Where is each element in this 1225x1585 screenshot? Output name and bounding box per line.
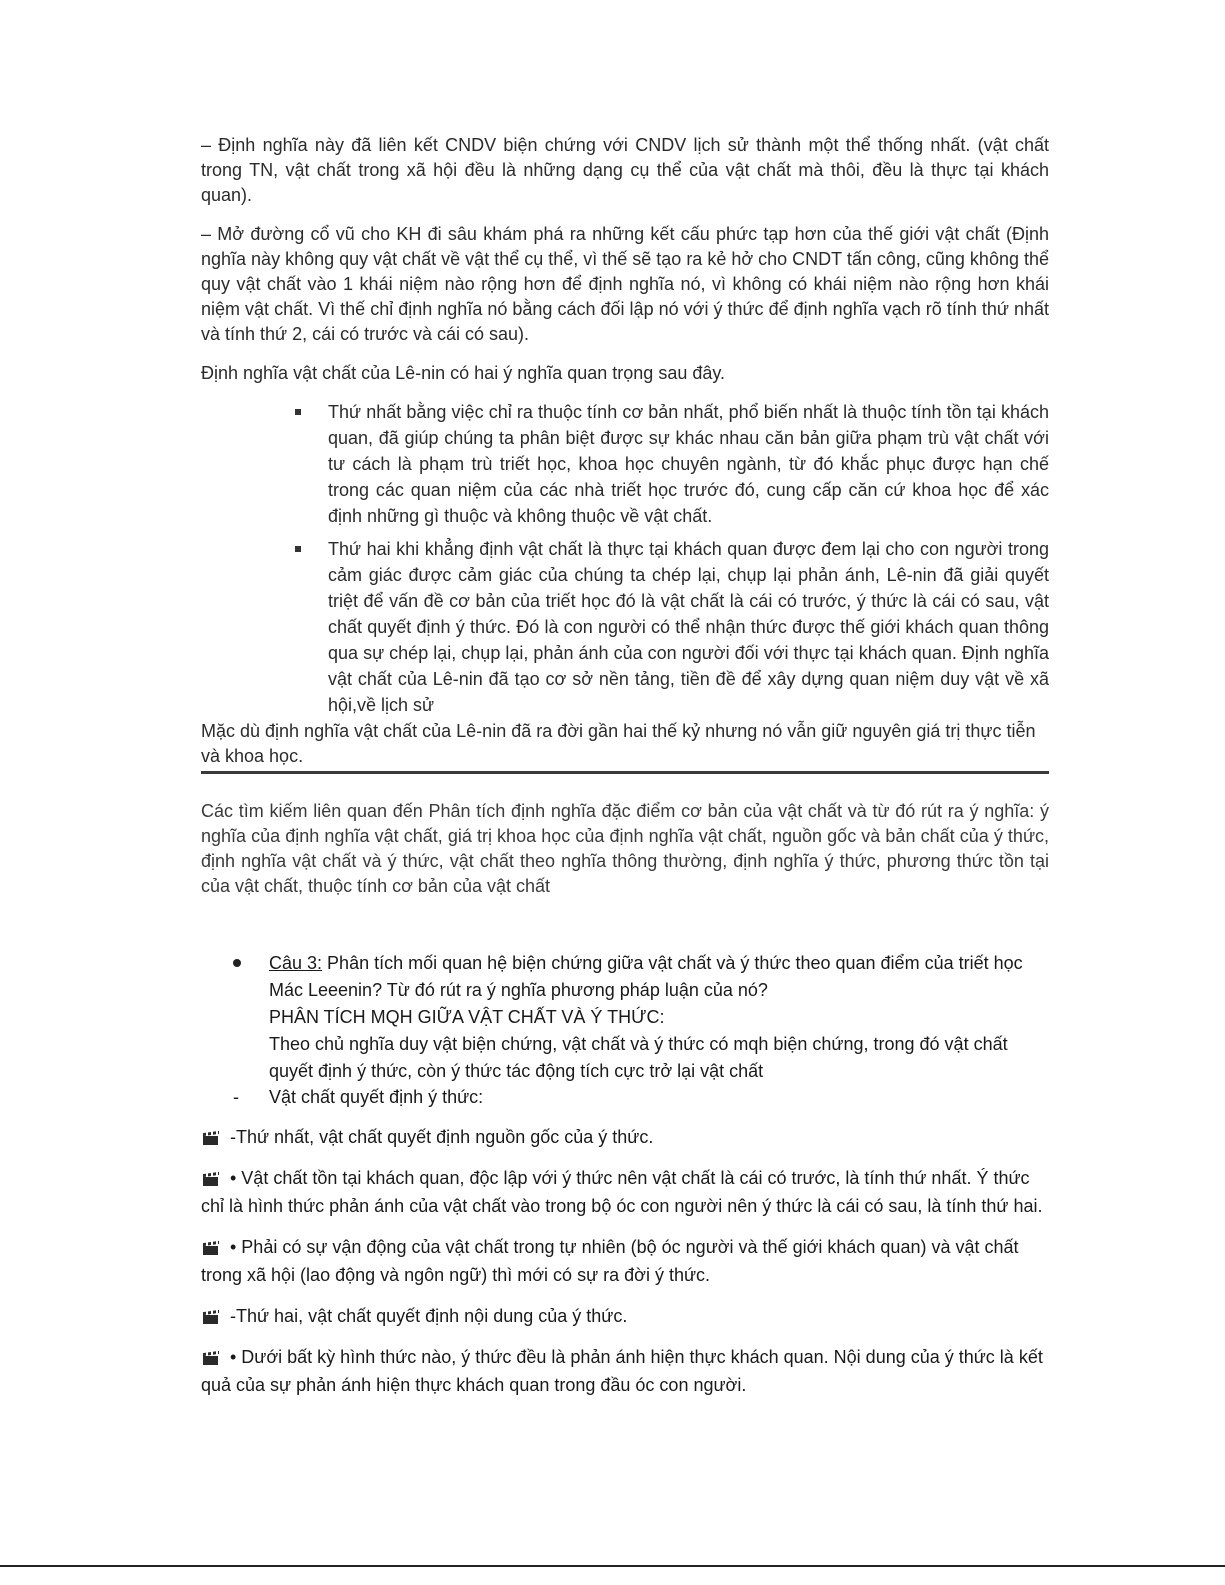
- list-item: [201, 1164, 1049, 1220]
- round-bullet-icon: [233, 959, 241, 967]
- question-block: [201, 950, 1049, 1085]
- list-item: [201, 1302, 1049, 1330]
- list-item-text: Thứ hai khi khẳng định vật chất là thực tại khách quan được đem lại cho con người trong cảm giác được cảm giác của chúng ta chép lại, chụp lại phản ánh, Lê-nin đã giải quyết triệt để vấn đề cơ bản của triết học đó là vật chất là cái có trước, ý thức là cái có sau, vật chất quyết định ý thức. Đó là con người có thể nhận thức được thế giới khách quan thông qua sự chép lại, chụp lại, phản ánh của con người đối với thực tại khách quan. Định nghĩa vật chất của Lê-nin đã tạo cơ sở nền tảng, tiền đề để xây dựng quan niệm duy vật về xã hội,về lịch sử: [328, 539, 1049, 715]
- paragraph-lenin-meaning: Định nghĩa vật chất của Lê-nin có hai ý nghĩa quan trọng sau đây.: [201, 363, 726, 383]
- list-item: [201, 1233, 1049, 1289]
- clapperboard-icon: [203, 1132, 220, 1144]
- clapperboard-icon: [203, 1173, 220, 1185]
- clapperboard-icon: [203, 1311, 220, 1323]
- clapperboard-icon: [203, 1242, 220, 1254]
- square-bullet-icon: [295, 409, 301, 415]
- list-item-text: -Thứ nhất, vật chất quyết định nguồn gốc của ý thức.: [230, 1127, 654, 1147]
- question-heading: PHÂN TÍCH MQH GIỮA VẬT CHẤT VÀ Ý THỨC:: [269, 1007, 665, 1027]
- list-item: [295, 536, 1049, 718]
- horizontal-divider: [201, 771, 1049, 774]
- document-body: [201, 133, 1049, 1412]
- clapperboard-icon: [203, 1352, 220, 1364]
- paragraph-conclusion: Mặc dù định nghĩa vật chất của Lê-nin đã ra đời gần hai thế kỷ nhưng nó vẫn giữ nguyên giá trị thực tiễn và khoa học.: [201, 721, 1036, 766]
- page-bottom-border: [0, 1565, 1225, 1567]
- list-item-text: • Dưới bất kỳ hình thức nào, ý thức đều là phản ánh hiện thực khách quan. Nội dung của ý thức là kết quả của sự phản ánh hiện thực khách quan trong đầu óc con người.: [201, 1347, 1043, 1395]
- list-item-text: • Vật chất tồn tại khách quan, độc lập với ý thức nên vật chất là cái có trước, là tính thứ nhất. Ý thức chỉ là hình thức phản ánh của vật chất vào trong bộ óc con người nên ý thức là cái có sau, là tính thứ hai.: [201, 1168, 1043, 1216]
- paragraph-science-path: – Mở đường cổ vũ cho KH đi sâu khám phá ra những kết cấu phức tạp hơn của thế giới vật chất (Định nghĩa này không quy vật chất về vật thể cụ thể, vì thế sẽ tạo ra kẻ hở cho CNDT tấn công, cũng không thể quy vật chất vào 1 khái niệm nào rộng hơn để định nghĩa nó, vì không có khái niệm nào rộng hơn khái niệm vật chất. Vì thế chỉ định nghĩa nó bằng cách đối lập nó với ý thức để định nghĩa vạch rõ tính thứ nhất và tính thứ 2, cái có trước và cái có sau).: [201, 224, 1049, 344]
- dash-item-text: Vật chất quyết định ý thức:: [269, 1087, 484, 1107]
- related-searches: Các tìm kiếm liên quan đến Phân tích định nghĩa đặc điểm cơ bản của vật chất và từ đó rút ra ý nghĩa: ý nghĩa của định nghĩa vật chất, giá trị khoa học của định nghĩa vật chất, nguồn gốc và bản chất của ý thức, định nghĩa vật chất và ý thức, vật chất theo nghĩa thông thường, định nghĩa ý thức, phương thức tồn tại của vật chất, thuộc tính cơ bản của vật chất: [201, 801, 1049, 896]
- list-item-text: -Thứ hai, vật chất quyết định nội dung của ý thức.: [230, 1306, 628, 1326]
- list-item: [201, 1343, 1049, 1399]
- list-item: [295, 399, 1049, 529]
- list-item: [201, 1123, 1049, 1151]
- paragraph-unification: – Định nghĩa này đã liên kết CNDV biện chứng với CNDV lịch sử thành một thể thống nhất. (vật chất trong TN, vật chất trong xã hội đều là những dạng cụ thể của vật chất mà thôi, đều là thực tại khách quan).: [201, 135, 1049, 205]
- question-label: Câu 3:: [269, 953, 323, 973]
- list-item-text: Thứ nhất bằng việc chỉ ra thuộc tính cơ bản nhất, phổ biến nhất là thuộc tính tồn tại khách quan, đã giúp chúng ta phân biệt được sự khác nhau căn bản giữa phạm trù vật chất với tư cách là phạm trù triết học, khoa học chuyên ngành, từ đó khắc phục được hạn chế trong các quan niệm của các nhà triết học trước đó, cung cấp căn cứ khoa học để xác định những gì thuộc và không thuộc về vật chất.: [328, 402, 1049, 526]
- meaning-list: [295, 399, 1049, 718]
- question-body: Theo chủ nghĩa duy vật biện chứng, vật chất và ý thức có mqh biện chứng, trong đó vật chất quyết định ý thức, còn ý thức tác động tích cực trở lại vật chất: [269, 1034, 1008, 1081]
- list-item-text: • Phải có sự vận động của vật chất trong tự nhiên (bộ óc người và thế giới khách quan) và vật chất trong xã hội (lao động và ngôn ngữ) thì mới có sự ra đời ý thức.: [201, 1237, 1019, 1285]
- dash-marker: -: [233, 1087, 239, 1107]
- question-prompt: Phân tích mối quan hệ biện chứng giữa vật chất và ý thức theo quan điểm của triết học Mác Leeenin? Từ đó rút ra ý nghĩa phương pháp luận của nó?: [269, 953, 1023, 1000]
- question-text: [269, 950, 1049, 1004]
- dash-list-item: [201, 1085, 1049, 1110]
- square-bullet-icon: [295, 546, 301, 552]
